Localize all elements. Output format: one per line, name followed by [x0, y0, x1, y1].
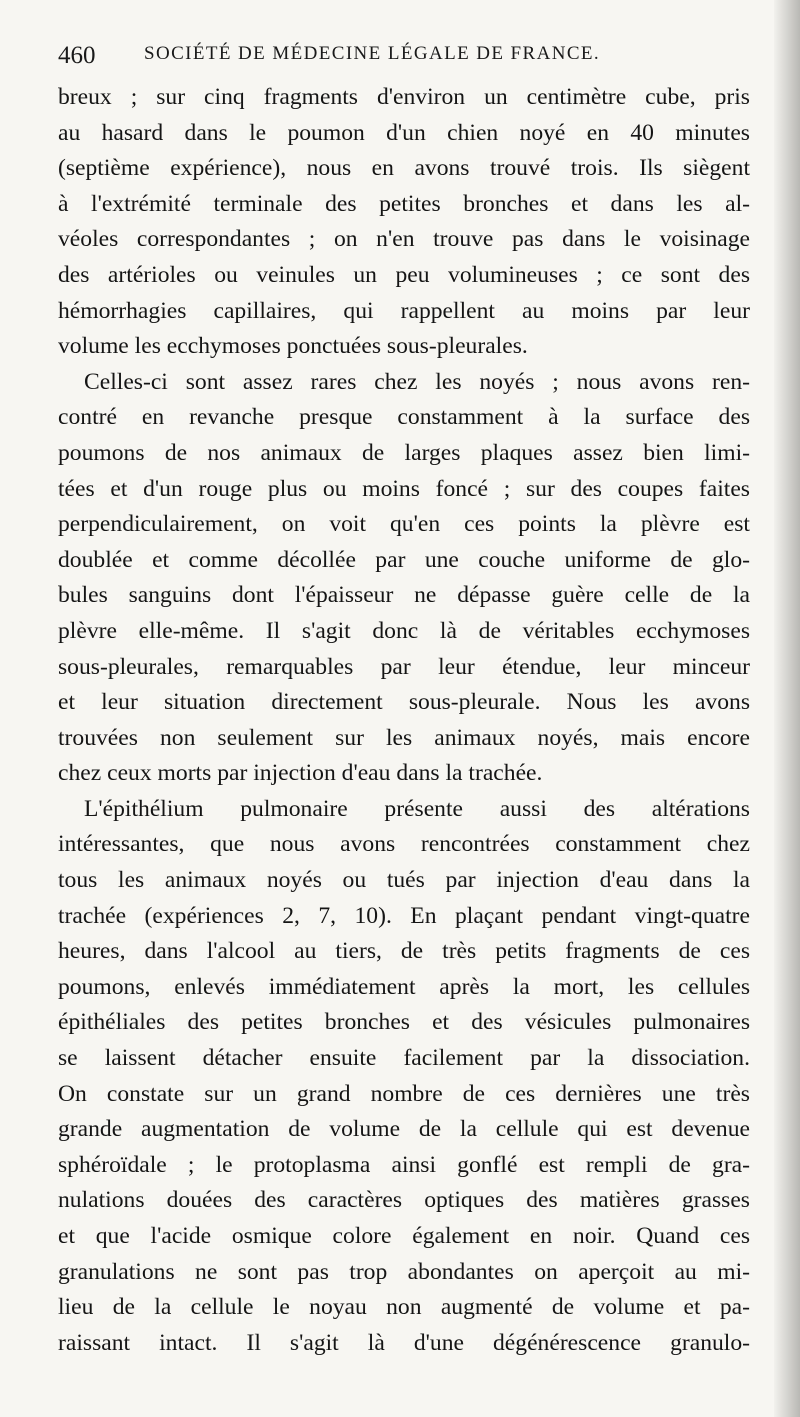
text-line: sphéroïdale ; le protoplasma ainsi gonflé est rempli de gra- — [58, 1151, 750, 1178]
text-line: poumons de nos animaux de larges plaques assez bien limi- — [58, 439, 750, 466]
text-line: lieu de la cellule le noyau non augmenté de volume et pa- — [58, 1294, 750, 1321]
text-line: Celles-ci sont assez rares chez les noyés ; nous avons ren- — [84, 368, 750, 395]
text-line: intéressantes, que nous avons rencontrées constamment chez — [58, 831, 750, 858]
text-line: hémorrhagies capillaires, qui rappellent au moins par leur — [58, 297, 750, 324]
text-line: et leur situation directement sous-pleurale. Nous les avons — [58, 689, 750, 716]
text-line: volume les ecchymoses ponctuées sous-pleurales. — [58, 333, 528, 360]
text-line: bules sanguins dont l'épaisseur ne dépasse guère celle de la — [58, 582, 750, 609]
text-line: se laissent détacher ensuite facilement par la dissociation. — [58, 1045, 750, 1072]
text-line: plèvre elle-même. Il s'agit donc là de véritables ecchymoses — [58, 617, 750, 644]
text-line: au hasard dans le poumon d'un chien noyé en 40 minutes — [58, 119, 750, 146]
text-line: nulations douées des caractères optiques des matières grasses — [58, 1187, 750, 1214]
text-line: tous les animaux noyés ou tués par injection d'eau dans la — [58, 867, 750, 894]
text-line: granulations ne sont pas trop abondantes on aperçoit au mi- — [58, 1258, 750, 1285]
text-line: des artérioles ou veinules un peu volumineuses ; ce sont des — [58, 261, 750, 288]
text-line: L'épithélium pulmonaire présente aussi des altérations — [84, 795, 750, 822]
text-line: perpendiculairement, on voit qu'en ces points la plèvre est — [58, 511, 750, 538]
text-line: sous-pleurales, remarquables par leur étendue, leur minceur — [58, 653, 750, 680]
text-line: véoles correspondantes ; on n'en trouve pas dans le voisinage — [58, 226, 750, 253]
text-line: contré en revanche presque constamment à la surface des — [58, 404, 750, 431]
text-line: et que l'acide osmique colore également en noir. Quand ces — [58, 1223, 750, 1249]
text-line: grande augmentation de volume de la cellule qui est devenue — [58, 1116, 750, 1143]
text-line: On constate sur un grand nombre de ces dernières une très — [58, 1080, 750, 1107]
text-line: (septième expérience), nous en avons trouvé trois. Ils siègent — [58, 155, 750, 182]
running-head: SOCIÉTÉ DE MÉDECINE LÉGALE DE FRANCE. — [144, 43, 601, 64]
page-number: 460 — [58, 42, 96, 69]
text-line: poumons, enlevés immédiatement après la mort, les cellules — [58, 973, 750, 1000]
text-line: trouvées non seulement sur les animaux noyés, mais encore — [58, 724, 750, 751]
text-line: doublée et comme décollée par une couche uniforme de glo- — [58, 546, 750, 573]
text-line: raissant intact. Il s'agit là d'une dégénérescence granulo- — [58, 1329, 750, 1356]
text-line: chez ceux morts par injection d'eau dans la trachée. — [58, 760, 543, 787]
text-line: breux ; sur cinq fragments d'environ un centimètre cube, pris — [58, 84, 750, 110]
text-line: à l'extrémité terminale des petites bronches et dans les al- — [58, 190, 750, 217]
text-line: épithéliales des petites bronches et des vésicules pulmonaires — [58, 1009, 750, 1036]
body-text — [58, 80, 750, 1361]
page-header — [58, 42, 748, 72]
text-line: heures, dans l'alcool au tiers, de très petits fragments de ces — [58, 938, 750, 965]
text-line: tées et d'un rouge plus ou moins foncé ; sur des coupes faites — [58, 475, 750, 502]
text-line: trachée (expériences 2, 7, 10). En plaçant pendant vingt-quatre — [58, 902, 750, 929]
page-edge-shadow — [774, 0, 800, 1417]
